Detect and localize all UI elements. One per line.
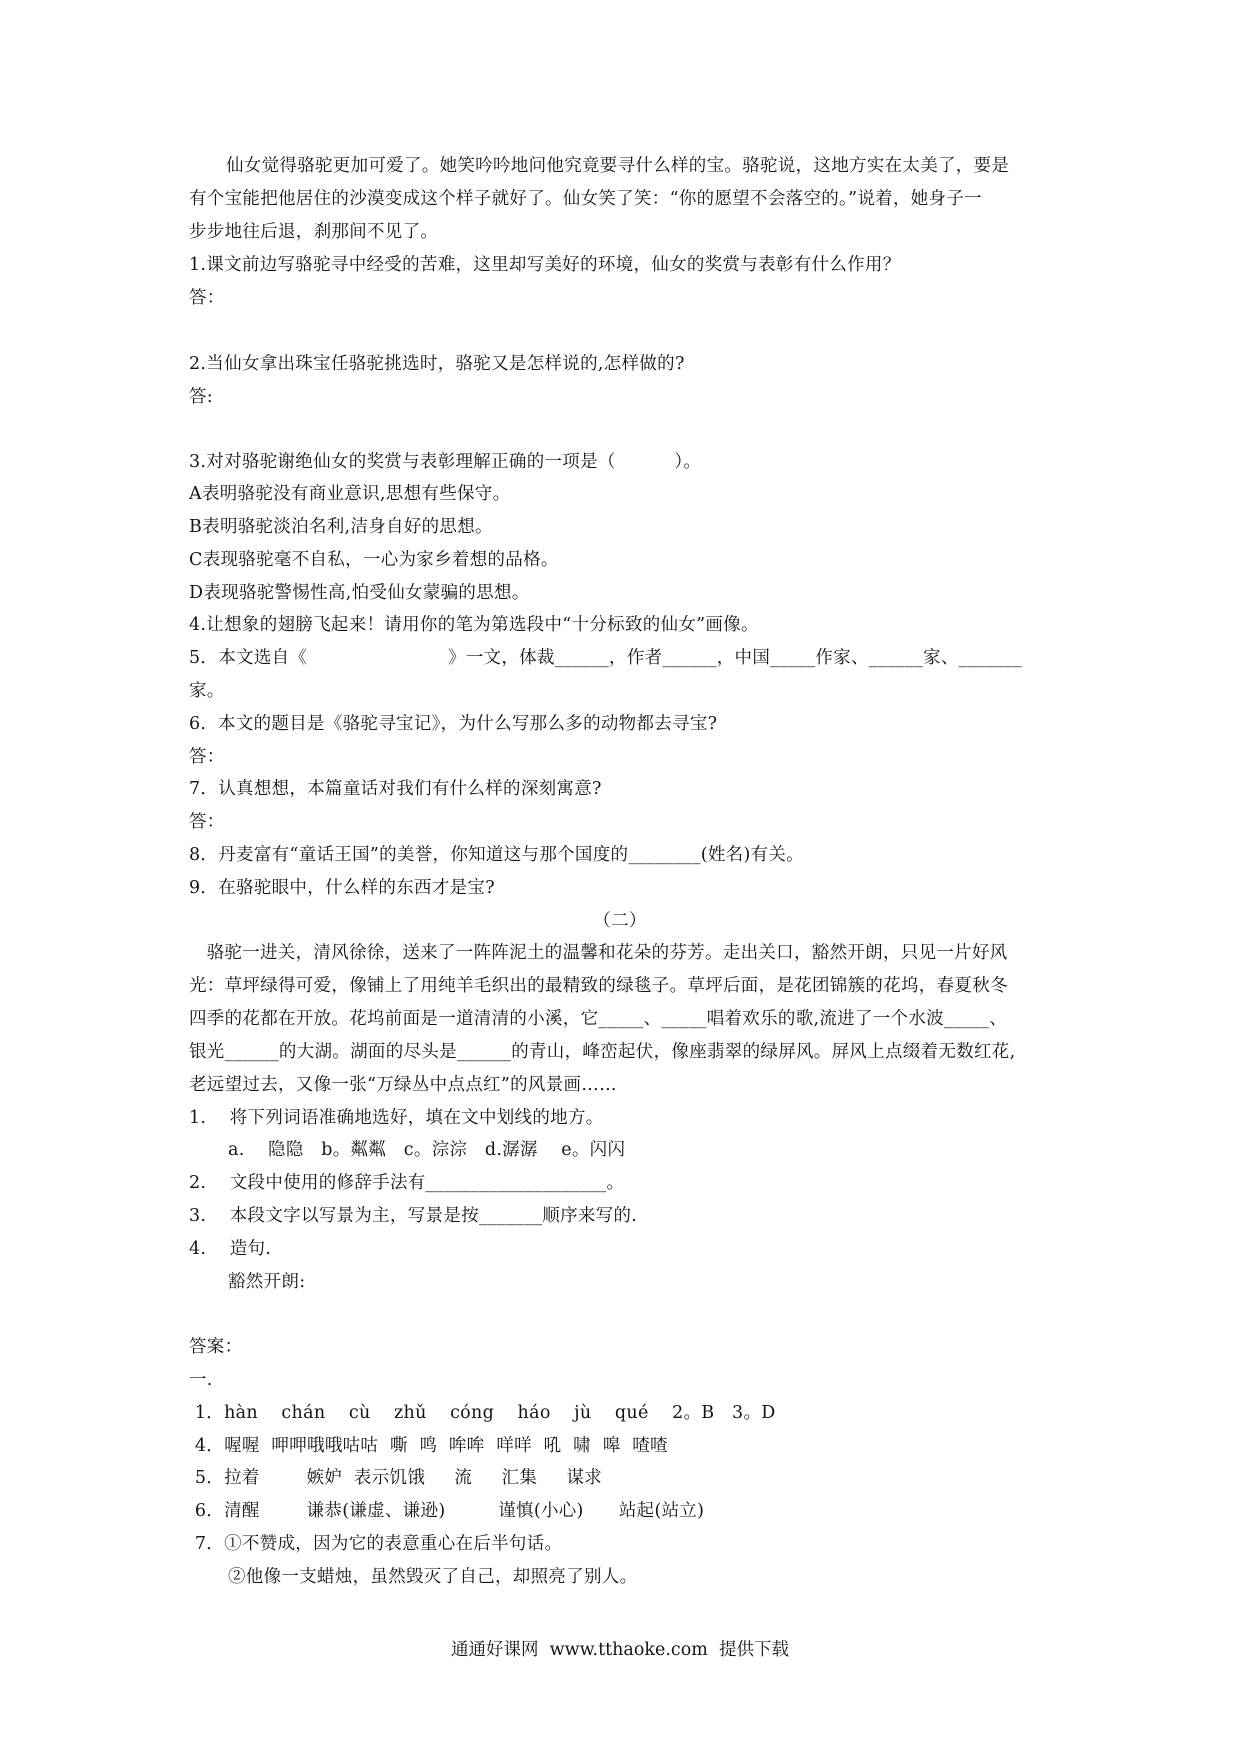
answer-line: ②他像一支蜡烛，虽然毁灭了自己，却照亮了别人。: [228, 1567, 638, 1587]
answer-line: 5．拉着 嫉妒 表示饥饿 流 汇集 谋求: [189, 1468, 603, 1488]
passage2-line: 骆驼一进关，清风徐徐，送来了一阵阵泥土的温馨和花朵的芬芳。走出关口，豁然开朗，只见一片好风: [189, 943, 1008, 963]
answers-part-label: 一.: [189, 1370, 213, 1390]
question-5-continued: 家。: [189, 681, 225, 701]
passage2-line: 银光______的大湖。湖面的尽头是______的青山，峰峦起伏，像座翡翠的绿屏风。屏风上点缀着无数红花,: [189, 1042, 1016, 1062]
question-3-option: B表明骆驼淡泊名利,洁身自好的思想。: [189, 517, 493, 537]
answer-line: 1．hàn chán cù zhǔ cóng háo jù qué 2。B 3。D: [189, 1403, 776, 1423]
answer-line: 6．清醒 谦恭(谦虚、谦逊) 谨慎(小心) 站起(站立): [189, 1501, 705, 1521]
section-2-title: （二）: [593, 911, 647, 931]
passage2-line: 四季的花都在开放。花坞前面是一道清清的小溪，它_____、_____唱着欢乐的歌,流进了一个水波_____、: [189, 1009, 1008, 1029]
question-3-option: D表现骆驼警惕性高,怕受仙女蒙骗的思想。: [189, 583, 530, 603]
question-3: 3.对对骆驼谢绝仙女的奖赏与表彰理解正确的一项是（ ）。: [189, 452, 702, 472]
answer-7-label: 答：: [189, 812, 225, 832]
question-8: 8．丹麦富有“童话王国”的美誉，你知道这与那个国度的________(姓名)有关。: [189, 845, 804, 865]
answer-1-label: 答：: [189, 288, 225, 308]
section-2-question-1: 1. 将下列词语准确地选好，填在文中划线的地方。: [189, 1108, 604, 1128]
section-2-question-4-word: 豁然开朗:: [228, 1272, 306, 1292]
question-6: 6. 本文的题目是《骆驼寻宝记》，为什么写那么多的动物都去寻宝?: [189, 714, 718, 734]
question-9: 9．在骆驼眼中，什么样的东西才是宝?: [189, 878, 495, 898]
answer-line: 4．喔喔 呷呷哦哦咕咕 嘶 鸣 哞哞 咩咩 吼 啸 嗥 喳喳: [189, 1436, 668, 1456]
question-3-option: C表现骆驼毫不自私，一心为家乡着想的品格。: [189, 550, 559, 570]
question-2: 2.当仙女拿出珠宝任骆驼挑选时，骆驼又是怎样说的,怎样做的?: [189, 354, 685, 374]
question-4: 4.让想象的翅膀飞起来！请用你的笔为第选段中“十分标致的仙女”画像。: [189, 615, 759, 635]
section-2-question-4: 4. 造句.: [189, 1239, 272, 1259]
answer-2-label: 答:: [189, 387, 213, 407]
passage1-line: 步步地往后退，刹那间不见了。: [189, 222, 439, 242]
question-7: 7．认真想想，本篇童话对我们有什么样的深刻寓意?: [189, 779, 602, 799]
passage2-line: 光：草坪绿得可爱，像铺上了用纯羊毛织出的最精致的绿毯子。草坪后面，是花团锦簇的花坞，春夏秋冬: [189, 976, 1008, 996]
footer-source: 通通好课网 www.tthaoke.com 提供下载: [451, 1640, 789, 1660]
question-3-option: A表明骆驼没有商业意识,思想有些保守。: [189, 484, 511, 504]
section-2-word-choices: a. 隐隐 b。粼粼 c。淙淙 d.潺潺 e。闪闪: [228, 1140, 626, 1160]
passage2-line: 老远望过去，又像一张“万绿丛中点点红”的风景画……: [189, 1075, 617, 1095]
section-2-question-2: 2. 文段中使用的修辞手法有____________________。: [189, 1173, 625, 1193]
passage1-line: 有个宝能把他居住的沙漠变成这个样子就好了。仙女笑了笑：“你的愿望不会落空的。”说着，她身子一: [189, 189, 982, 209]
passage1-line: 仙女觉得骆驼更加可爱了。她笑吟吟地问他究竟要寻什么样的宝。骆驼说，这地方实在太美了，要是: [226, 156, 1010, 176]
question-5: 5．本文选自《 》一文，体裁______，作者______，中国_____作家、______家、_______: [189, 648, 1023, 668]
answer-6-label: 答：: [189, 747, 225, 767]
question-1: 1.课文前边写骆驼寻中经受的苦难，这里却写美好的环境，仙女的奖赏与表彰有什么作用？: [189, 255, 901, 275]
section-2-question-3: 3. 本段文字以写景为主，写景是按_______顺序来写的.: [189, 1206, 638, 1226]
answer-line: 7．①不赞成，因为它的表意重心在后半句话。: [189, 1534, 563, 1554]
answers-title: 答案：: [189, 1337, 243, 1357]
